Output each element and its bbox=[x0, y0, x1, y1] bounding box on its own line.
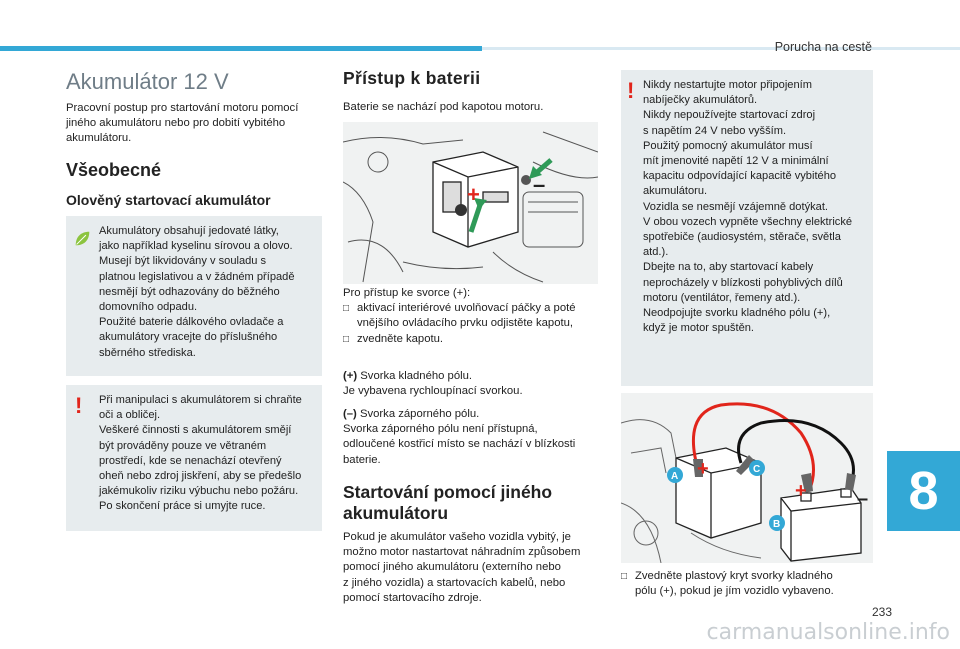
safety-warning-text: Při manipulaci s akumulátorem si chraňte oči a obličej. Veškeré činnosti s akumulátorem smějí být prováděny pouze ve větraném prostředí, kde se nenachází otevřený oheň nebo zdroj jiskření, aby se předešlo jakémukoliv riziku výbuchu nebo požáru. Po skončení práce si umyjte ruce. bbox=[99, 394, 302, 513]
bullet-marker-icon: □ bbox=[343, 303, 350, 315]
chapter-tab: 8 bbox=[887, 451, 960, 531]
fig2-plus-label-donor: + bbox=[795, 480, 807, 502]
environment-note-box bbox=[66, 216, 322, 376]
battery-location-text: Baterie se nachází pod kapotou motoru. bbox=[343, 101, 544, 113]
header-accent-bar bbox=[0, 46, 482, 51]
fig2-minus-label: – bbox=[857, 488, 869, 510]
heading-jump-start: Startování pomocí jiného akumulátoru bbox=[343, 482, 553, 523]
warning-icon: ! bbox=[75, 393, 83, 418]
bullet-marker-icon: □ bbox=[343, 333, 350, 345]
bullet-marker-icon: □ bbox=[621, 571, 628, 582]
page-heading: Akumulátor 12 V bbox=[66, 69, 229, 94]
battery-location-illustration bbox=[343, 122, 598, 284]
negative-terminal-description: (–) Svorka záporného pólu. Svorka záporného pólu není přístupná, odloučené kostřicí místo se nachází v blízkosti baterie. bbox=[343, 408, 576, 466]
environment-note-text: Akumulátory obsahují jedovaté látky, jako například kyselinu sírovou a olovo. Musejí být likvidovány v souladu s platnou legislativou a v žádném případě nesmějí být odhazovány do běžného domovního odpadu. Použité baterie dálkového ovladače a akumulátory vracejte do příslušného sběrného střediska. bbox=[99, 225, 295, 359]
access-steps: Pro přístup ke svorce (+): □ aktivací interiérové uvolňovací páčky a poté vnějšího ovládacího prvku odjistěte kapotu, □ zvedněte kapotu. bbox=[343, 286, 601, 347]
point-a-label: A bbox=[671, 471, 679, 482]
page-number: 233 bbox=[871, 605, 892, 619]
heading-battery-access: Přístup k baterii bbox=[343, 68, 481, 88]
intro-paragraph: Pracovní postup pro startování motoru pomocí jiného akumulátoru nebo pro dobití vybitého akumulátoru. bbox=[66, 102, 299, 145]
fig1-minus-label: – bbox=[533, 172, 546, 197]
jump-start-step: □ Zvedněte plastový kryt svorky kladného pólu (+), pokud je jím vozidlo vybaveno. bbox=[621, 569, 873, 599]
ground-point-icon bbox=[521, 175, 531, 185]
fig2-plus-label-vehicle: + bbox=[697, 458, 709, 480]
heading-general: Všeobecné bbox=[66, 160, 162, 180]
section-title: Porucha na cestě bbox=[774, 40, 872, 54]
positive-terminal-description: (+) Svorka kladného pólu. Je vybavena rychloupínací svorkou. bbox=[343, 370, 523, 398]
point-c-label: C bbox=[753, 464, 761, 475]
point-b-label: B bbox=[773, 519, 781, 530]
jump-start-illustration bbox=[621, 393, 873, 563]
jump-start-warning-text: Nikdy nestartujte motor připojením nabíječky akumulátorů. Nikdy nepoužívejte startovací zdroj s napětím 24 V nebo vyšším. Použitý pomocný akumulátor musí mít jmenovité napětí 12 V a minimální kapacitu odpovídající kapacitě vybitého akumulátoru. Vozidla se nesmějí vzájemně dotýkat. V obou vozech vypněte všechny elektrické spotřebiče (audiosystém, stěrače, světla atd.). Dbejte na to, aby startovací kabely neprocházely v blízkosti pohyblivých dílů motoru (ventilátor, řemeny atd.). Neodpojujte svorku kladného pólu (+), když je motor spuštěn. bbox=[643, 79, 853, 335]
watermark: carmanualsonline.info bbox=[706, 620, 950, 645]
header-rule bbox=[482, 47, 960, 50]
jump-start-warning-box bbox=[621, 70, 873, 386]
warning-icon: ! bbox=[627, 78, 635, 103]
safety-warning-box bbox=[66, 385, 322, 531]
jump-start-intro: Pokud je akumulátor vašeho vozidla vybitý, je možno motor nastartovat náhradním způsobem pomocí jiného akumulátoru (externího nebo z jiného vozidla) a startovacích kabelů, nebo pomocí startovacího zdroje. bbox=[343, 531, 581, 604]
fig1-plus-label: + bbox=[467, 182, 480, 207]
heading-lead-battery: Olověný startovací akumulátor bbox=[66, 192, 271, 208]
positive-terminal-icon bbox=[455, 204, 467, 216]
leaf-icon bbox=[74, 230, 91, 247]
